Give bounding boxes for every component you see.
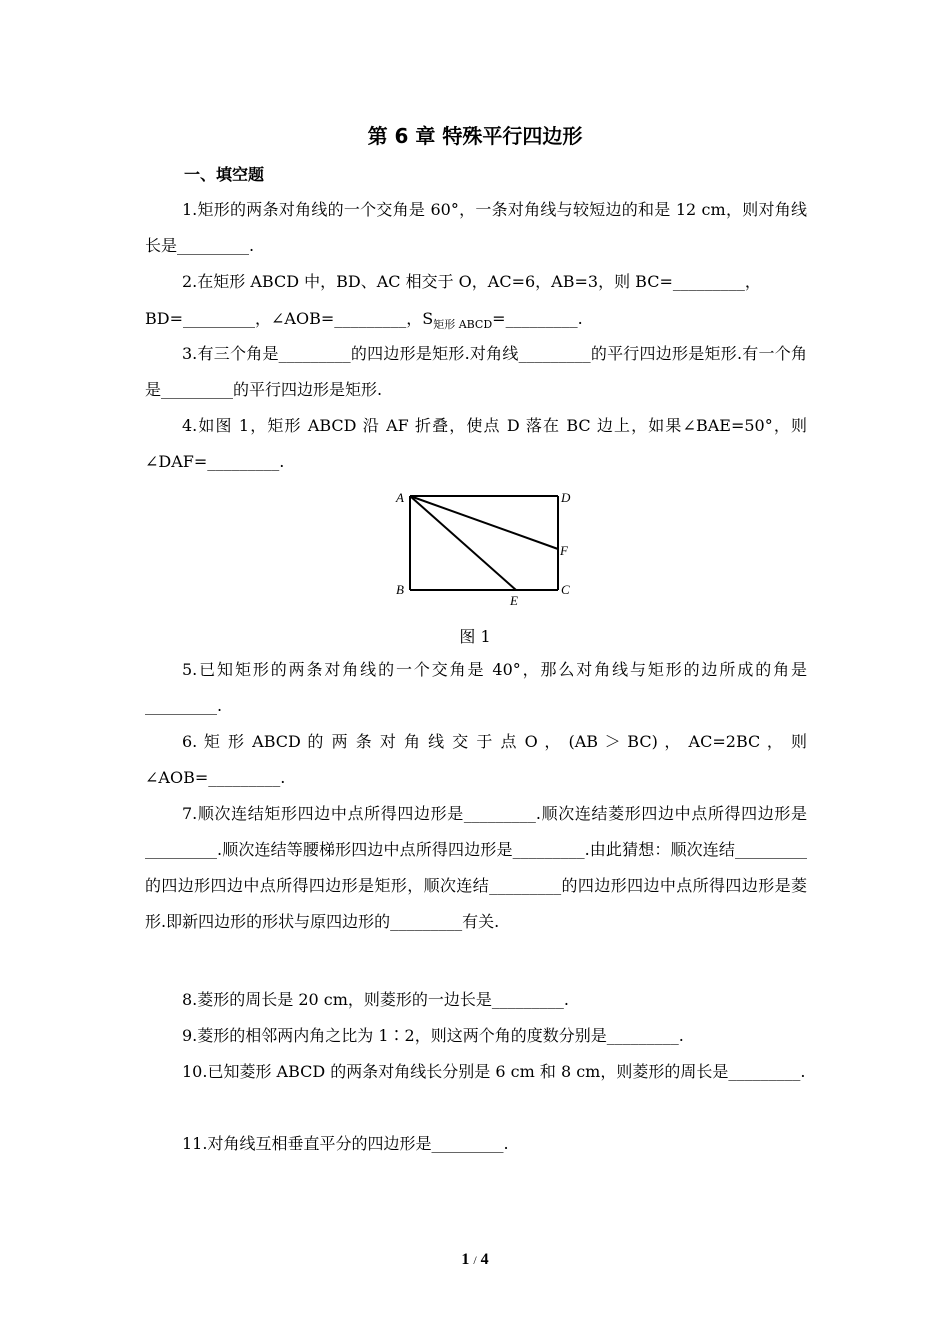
- section-heading: 一、填空题: [184, 165, 265, 184]
- question-3: 3.有三个角是_________的四边形是矩形.对角线_________的平行四边形是矩形.有一个角是_________的平行四边形是矩形.: [145, 344, 807, 399]
- label-e: E: [510, 593, 518, 608]
- label-b: B: [396, 582, 404, 597]
- label-d: D: [561, 490, 571, 505]
- page-separator: /: [473, 1253, 477, 1267]
- question-2-line-1: 2.在矩形 ABCD 中，BD、AC 相交于 O，AC=6，AB=3，则 BC=_________，: [182, 272, 761, 291]
- total-pages: 4: [480, 1251, 489, 1268]
- segment-af: [410, 496, 558, 549]
- question-11: 11.对角线互相垂直平分的四边形是_________.: [182, 1134, 509, 1153]
- question-1: 1.矩形的两条对角线的一个交角是 60°，一条对角线与较短边的和是 12 cm，则对角线长是_________.: [145, 200, 807, 255]
- segment-ae: [410, 496, 516, 590]
- figure-1-rectangle: [390, 484, 580, 610]
- question-2-line-2: [145, 309, 583, 335]
- label-a: A: [396, 490, 404, 505]
- label-c: C: [561, 582, 570, 597]
- question-8: 8.菱形的周长是 20 cm，则菱形的一边长是_________.: [182, 990, 570, 1009]
- question-2-subscript: 矩形 ABCD: [433, 318, 493, 332]
- question-2-text-b: =_________.: [492, 309, 583, 328]
- question-2-text-a: BD=_________，∠AOB=_________，S: [145, 309, 434, 328]
- label-f: F: [560, 543, 568, 558]
- question-7: 7.顺次连结矩形四边中点所得四边形是_________.顺次连结菱形四边中点所得四边形是_________.顺次连结等腰梯形四边中点所得四边形是_________.由此猜想：顺次连结_________的四边形四边中点所得四边形是矩形，顺次连结_________的四边形四边中点所得四边形是菱形.即新四边形的形状与原四边形的_________有关.: [145, 804, 807, 931]
- question-4: 4.如图 1，矩形 ABCD 沿 AF 折叠，使点 D 落在 BC 边上，如果∠BAE=50°，则∠DAF=_________.: [145, 416, 807, 471]
- question-9: 9.菱形的相邻两内角之比为 1∶2，则这两个角的度数分别是_________.: [182, 1026, 684, 1045]
- question-6: 6. 矩 形 ABCD 的 两 条 对 角 线 交 于 点 O ， (AB ＞ BC) ， AC=2BC ， 则∠AOB=_________.: [145, 732, 807, 787]
- figure-caption: 图 1: [459, 627, 491, 646]
- page-title: 第 6 章 特殊平行四边形: [367, 124, 583, 148]
- question-5: 5.已知矩形的两条对角线的一个交角是 40°，那么对角线与矩形的边所成的角是_________.: [145, 660, 807, 715]
- page-number: [0, 1251, 950, 1269]
- question-10: 10.已知菱形 ABCD 的两条对角线长分别是 6 cm 和 8 cm，则菱形的周长是_________.: [182, 1062, 806, 1081]
- current-page: 1: [461, 1251, 470, 1268]
